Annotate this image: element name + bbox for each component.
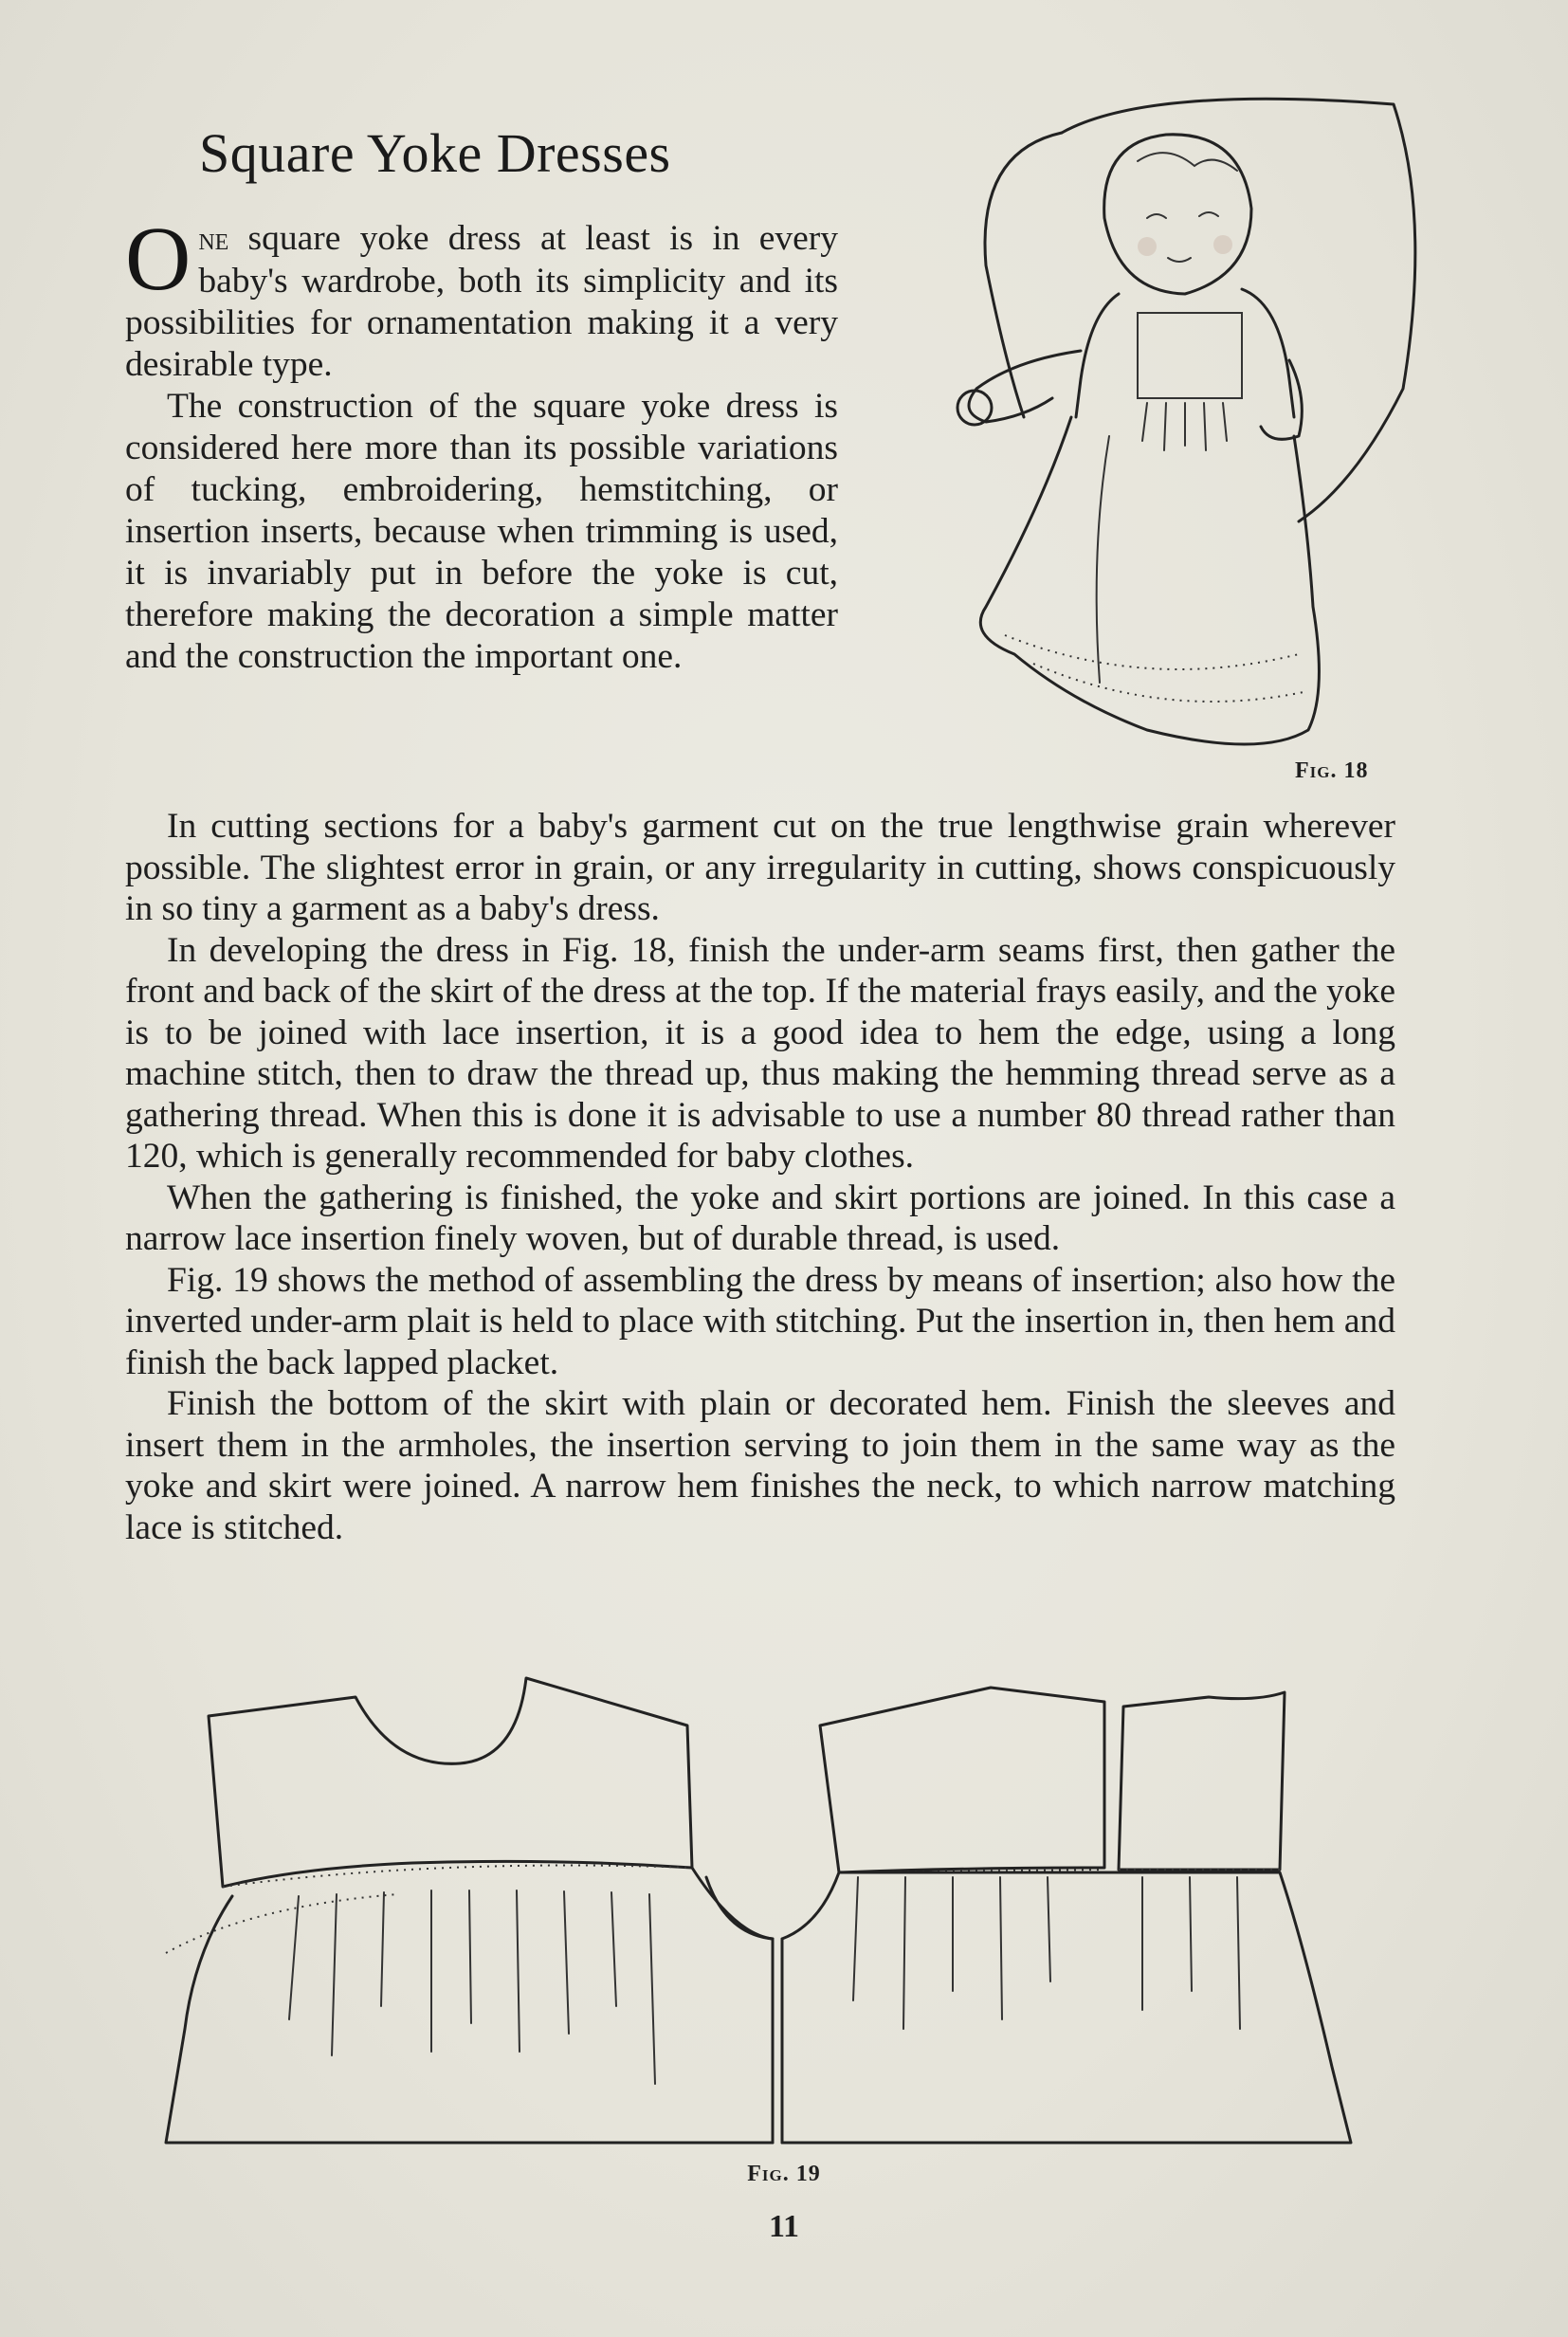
intro-paragraph-1-text: square yoke dress at least is in every baby's wardrobe, both its simplicity and its possibilities for ornamentation making it a very desirable type. xyxy=(125,219,838,384)
paragraph-5: Finish the bottom of the skirt with plain or decorated hem. Finish the sleeves and insert them in the armholes, the insertion serving to join them in the same way as the yoke and skirt were joined. A narrow hem finishes the neck, to which narrow matching lace is stitched. xyxy=(125,1384,1395,1547)
page-number: 11 xyxy=(768,2209,800,2244)
drop-cap: O xyxy=(125,208,191,309)
fig-19-pattern-diagram xyxy=(156,1669,1370,2162)
page-title: Square Yoke Dresses xyxy=(199,122,671,184)
paragraph-4: Fig. 19 shows the method of assembling the dress by means of insertion; also how the inverted under-arm plait is held to place with stitching. Put the insertion in, then hem and finish the back lapped placket. xyxy=(125,1260,1395,1382)
paragraph-2: In developing the dress in Fig. 18, finish the under-arm seams first, then gather the front and back of the skirt of the dress at the top. If the material frays easily, and the yoke is to be joined with lace insertion, it is a good idea to hem the edge, using a long machine stitch, then to draw the thread up, thus making the hemming thread serve as a gathering thread. When this is done it is advisable to use a number 80 thread rather than 120, which is generally recommended for baby clothes. xyxy=(125,930,1395,1176)
paragraph-3: When the gathering is finished, the yoke and skirt portions are joined. In this case a narrow lace insertion finely woven, but of durable thread, is used. xyxy=(125,1178,1395,1258)
intro-paragraph-1 xyxy=(125,208,838,386)
fig-18-baby-dress-illustration xyxy=(863,76,1450,815)
paragraph-1: In cutting sections for a baby's garment cut on the true lengthwise grain wherever possible. The slightest error in grain, or any irregularity in cutting, shows conspicuously in so tiny a garment as a baby's dress. xyxy=(125,807,1395,928)
fig-19-caption: Fig. 19 xyxy=(747,2162,821,2186)
intro-column xyxy=(125,208,838,678)
intro-paragraph-2: The construction of the square yoke dress is considered here more than its possible variations of tucking, embroidering, hemstitching, or insertion inserts, because when trimming is used, it is invariably put in before the yoke is cut, therefore making the decoration a simple matter and the construction the important one. xyxy=(125,387,838,676)
body-text xyxy=(125,806,1395,1548)
intro-smallcaps: ne xyxy=(198,222,229,257)
fig-18-caption: Fig. 18 xyxy=(1295,758,1369,783)
